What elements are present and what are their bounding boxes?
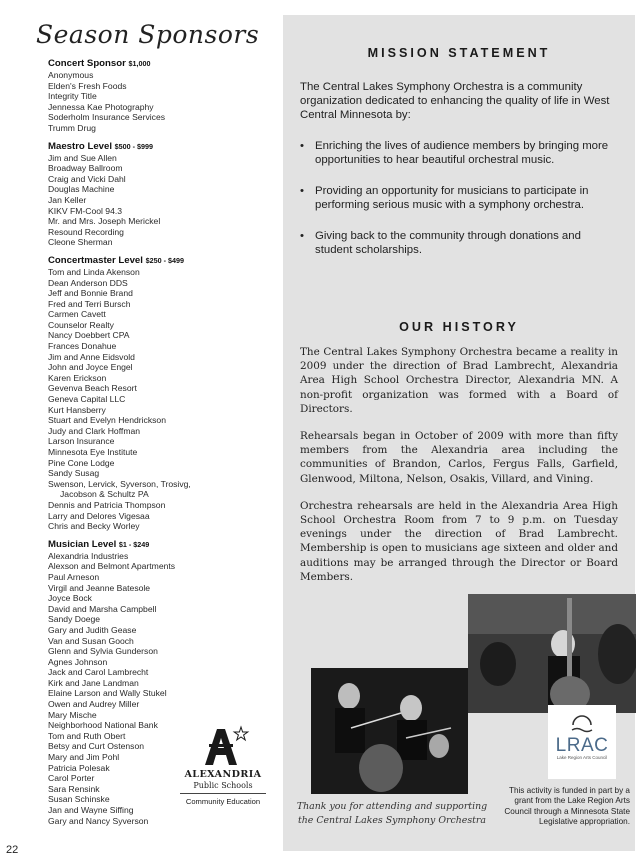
sponsor-name: Gary and Judith Gease bbox=[48, 624, 137, 635]
sponsor-name: Minnesota Eye Institute bbox=[48, 447, 138, 457]
sponsor-name: Geneva Capital LLC bbox=[48, 394, 126, 405]
level-title: Concertmaster Level bbox=[48, 254, 143, 266]
sponsor-names bbox=[48, 153, 280, 248]
sponsor-list bbox=[48, 58, 280, 833]
musician-photo-bass bbox=[468, 594, 636, 713]
sponsor-name: Larry and Delores Vigesaa bbox=[48, 510, 150, 521]
history-paragraph: Orchestra rehearsals are held in the Alexandria Area High School Orchestra Room from 7 to 9 p.m. on Tuesday evenings under the direction of Brad Lambrecht. Membership is open to musicians age sixteen and older and auditions may be arranged through the Director or Board Members. bbox=[300, 499, 618, 583]
mission-title: MISSION STATEMENT bbox=[367, 46, 551, 60]
sponsor-name: Carol Porter bbox=[48, 773, 95, 784]
orchestra-players-image bbox=[311, 668, 468, 794]
sponsor-name: Fred and Terri Bursch bbox=[48, 298, 131, 309]
thank-you-note bbox=[292, 800, 492, 828]
sponsor-name: Joyce Bock bbox=[48, 593, 92, 604]
sponsor-name: Jim and Sue Allen bbox=[48, 152, 117, 163]
sponsor-name: Alexandria Industries bbox=[48, 550, 129, 561]
sponsor-name: Nancy Doebbert CPA bbox=[48, 330, 130, 341]
sponsors-column bbox=[0, 0, 282, 865]
bullet-dot-icon: • bbox=[300, 184, 304, 197]
sponsor-name: Sandy Doege bbox=[48, 614, 101, 625]
sponsor-name: Pine Cone Lodge bbox=[48, 457, 115, 468]
sponsor-name: Neighborhood National Bank bbox=[48, 720, 158, 731]
sponsor-name: Jeff and Bonnie Brand bbox=[48, 288, 133, 299]
sponsor-name: Alexson and Belmont Apartments bbox=[48, 561, 176, 572]
history-title: OUR HISTORY bbox=[399, 320, 519, 334]
sponsor-name: Swenson, Lervick, Syverson, Trosivg, bbox=[48, 478, 191, 489]
sponsor-name: Gevenva Beach Resort bbox=[48, 383, 137, 394]
alexandria-schools-logo bbox=[176, 725, 270, 806]
sponsor-name: Jan Keller bbox=[48, 194, 87, 205]
sponsor-name: Paul Arneson bbox=[48, 571, 100, 582]
mission-body: The Central Lakes Symphony Orchestra is a community organization dedicated to enhancing the quality of life in West Central Minnesota by: bbox=[300, 81, 610, 122]
sponsor-name: Jim and Anne Eidsvold bbox=[48, 351, 135, 362]
level-heading bbox=[48, 58, 280, 70]
lrac-circle-icon bbox=[567, 713, 597, 735]
sponsor-name: Susan Schinske bbox=[48, 794, 110, 805]
sponsor-name: David and Marsha Campbell bbox=[48, 603, 157, 614]
sponsor-name: Dennis and Patricia Thompson bbox=[48, 499, 166, 510]
sponsor-name: Mr. and Mrs. Joseph Merickel bbox=[48, 216, 161, 227]
sponsor-name: Cleone Sherman bbox=[48, 237, 113, 248]
mission-bullet bbox=[300, 184, 620, 213]
sponsor-name: Glenn and Sylvia Gunderson bbox=[48, 646, 158, 657]
bullet-text: Enriching the lives of audience members by bringing more opportunities to hear beautiful orchestral music. bbox=[315, 140, 609, 167]
sponsor-name: Judy and Clark Hoffman bbox=[48, 425, 141, 436]
orchestra-photo bbox=[311, 668, 468, 794]
sponsor-name: Broadway Ballroom bbox=[48, 163, 123, 174]
sponsor-name: Chris and Becky Worley bbox=[48, 521, 140, 532]
level-title: Maestro Level bbox=[48, 140, 112, 152]
sponsor-names bbox=[48, 267, 280, 532]
history-body bbox=[300, 345, 618, 597]
sponsor-name: Owen and Audrey Miller bbox=[48, 699, 140, 710]
sponsor-name: Jennessa Kae Photography bbox=[48, 101, 154, 112]
sponsor-name: Jan and Wayne Siffing bbox=[48, 805, 134, 815]
sponsor-name: Betsy and Curt Ostenson bbox=[48, 741, 145, 752]
sponsor-name: John and Joyce Engel bbox=[48, 362, 133, 373]
sponsor-name: Karen Erickson bbox=[48, 372, 107, 383]
level-range: $1 - $249 bbox=[118, 539, 150, 549]
sponsor-name: Gary and Nancy Syverson bbox=[48, 815, 149, 826]
sponsor-name: Van and Susan Gooch bbox=[48, 635, 134, 646]
history-paragraph: The Central Lakes Symphony Orchestra became a reality in 2009 under the direction of Brad Lambrecht, Alexandria Area High School Orchestra Director, Alexandria MN. A non-profit organization was formed with a Board of Directors. bbox=[300, 346, 618, 415]
sponsor-name: Mary and Jim Pohl bbox=[48, 752, 120, 763]
sponsor-name: KIKV FM-Cool 94.3 bbox=[48, 205, 123, 216]
sponsor-name: Resound Recording bbox=[48, 226, 124, 237]
sponsor-name: Trumm Drug bbox=[48, 122, 96, 133]
sponsor-name: Sandy Susag bbox=[48, 468, 100, 479]
sponsor-name: Tom and Linda Akenson bbox=[48, 266, 140, 277]
bullet-dot-icon: • bbox=[300, 229, 304, 242]
sponsor-name: Anonymous bbox=[48, 70, 94, 80]
level-heading bbox=[48, 255, 280, 267]
mission-bullet bbox=[300, 139, 620, 168]
lrac-logo bbox=[548, 705, 616, 779]
maestro-level bbox=[48, 141, 280, 248]
level-range: $1,000 bbox=[128, 59, 151, 68]
school-department: Community Education bbox=[185, 797, 261, 806]
sponsor-name: Douglas Machine bbox=[48, 184, 115, 195]
bullet-dot-icon: • bbox=[300, 140, 304, 152]
mission-bullet bbox=[300, 229, 620, 258]
thanks-line-1: Thank you for attending and supporting bbox=[296, 801, 488, 812]
level-heading bbox=[48, 539, 280, 551]
sponsor-name: Patricia Polesak bbox=[48, 762, 110, 773]
sponsor-name: Elaine Larson and Wally Stukel bbox=[48, 688, 167, 699]
bass-player-image bbox=[468, 594, 636, 713]
sponsor-name: Craig and Vicki Dahl bbox=[48, 173, 126, 184]
page-number: 22 bbox=[6, 844, 19, 856]
lrac-letters: LRAC bbox=[555, 735, 609, 756]
sponsor-name: Larson Insurance bbox=[48, 436, 115, 447]
sponsor-name: Dean Anderson DDS bbox=[48, 277, 128, 288]
school-name: ALEXANDRIA bbox=[184, 769, 262, 780]
sponsor-name: Agnes Johnson bbox=[48, 656, 108, 667]
grant-acknowledgement: This activity is funded in part by a grant from the Lake Region Arts Council through a Minnesota State Legislative appropriation. bbox=[504, 786, 630, 827]
sponsor-name: Stuart and Evelyn Hendrickson bbox=[48, 415, 166, 426]
concertmaster-level bbox=[48, 255, 280, 532]
sponsor-names bbox=[48, 70, 280, 134]
sponsor-name: Soderholm Insurance Services bbox=[48, 112, 166, 123]
sponsor-name: Virgil and Jeanne Batesole bbox=[48, 582, 151, 593]
star-a-logo-icon bbox=[195, 725, 251, 767]
concert-sponsor-level bbox=[48, 58, 280, 134]
level-heading bbox=[48, 141, 280, 153]
lrac-subtitle: Lake Region Arts Council bbox=[556, 755, 608, 760]
sponsor-name: Integrity Title bbox=[48, 91, 97, 102]
season-sponsors-title: Season Sponsors bbox=[36, 20, 260, 49]
school-subtitle: Public Schools bbox=[193, 781, 253, 790]
sponsor-name: Sara Rensink bbox=[48, 783, 100, 794]
history-paragraph: Rehearsals began in October of 2009 with more than fifty members from the Alexandria area including the communities of Brandon, Carlos, Fergus Falls, Garfield, Glenwood, Miltona, Nelson, Osakis, Villard, and Vining. bbox=[300, 430, 618, 485]
sponsor-name: Kirk and Jane Landman bbox=[48, 677, 139, 688]
logo-divider bbox=[180, 793, 266, 794]
level-title: Concert Sponsor bbox=[48, 58, 126, 69]
sponsor-name: Carmen Cavett bbox=[48, 309, 106, 320]
sponsor-name: Jacobson & Schultz PA bbox=[60, 489, 149, 500]
level-range: $250 - $499 bbox=[145, 255, 184, 265]
thanks-line-2: the Central Lakes Symphony Orchestra bbox=[297, 815, 486, 826]
level-title: Musician Level bbox=[48, 538, 117, 550]
bullet-text: Providing an opportunity for musicians to participate in performing serious music with a symphony orchestra. bbox=[315, 184, 589, 212]
mission-bullets bbox=[300, 139, 620, 273]
level-range: $500 - $999 bbox=[114, 141, 154, 151]
sponsor-name: Elden's Fresh Foods bbox=[48, 80, 127, 91]
sponsor-name: Kurt Hansberry bbox=[48, 404, 106, 415]
bullet-text: Giving back to the community through donations and student scholarships. bbox=[315, 229, 581, 257]
sponsor-name: Jack and Carol Lambrecht bbox=[48, 667, 149, 678]
sponsor-name: Counselor Realty bbox=[48, 319, 114, 330]
sponsor-name: Frances Donahue bbox=[48, 341, 117, 352]
sponsor-name: Tom and Ruth Obert bbox=[48, 730, 126, 741]
sponsor-name: Mary Mische bbox=[48, 709, 97, 720]
